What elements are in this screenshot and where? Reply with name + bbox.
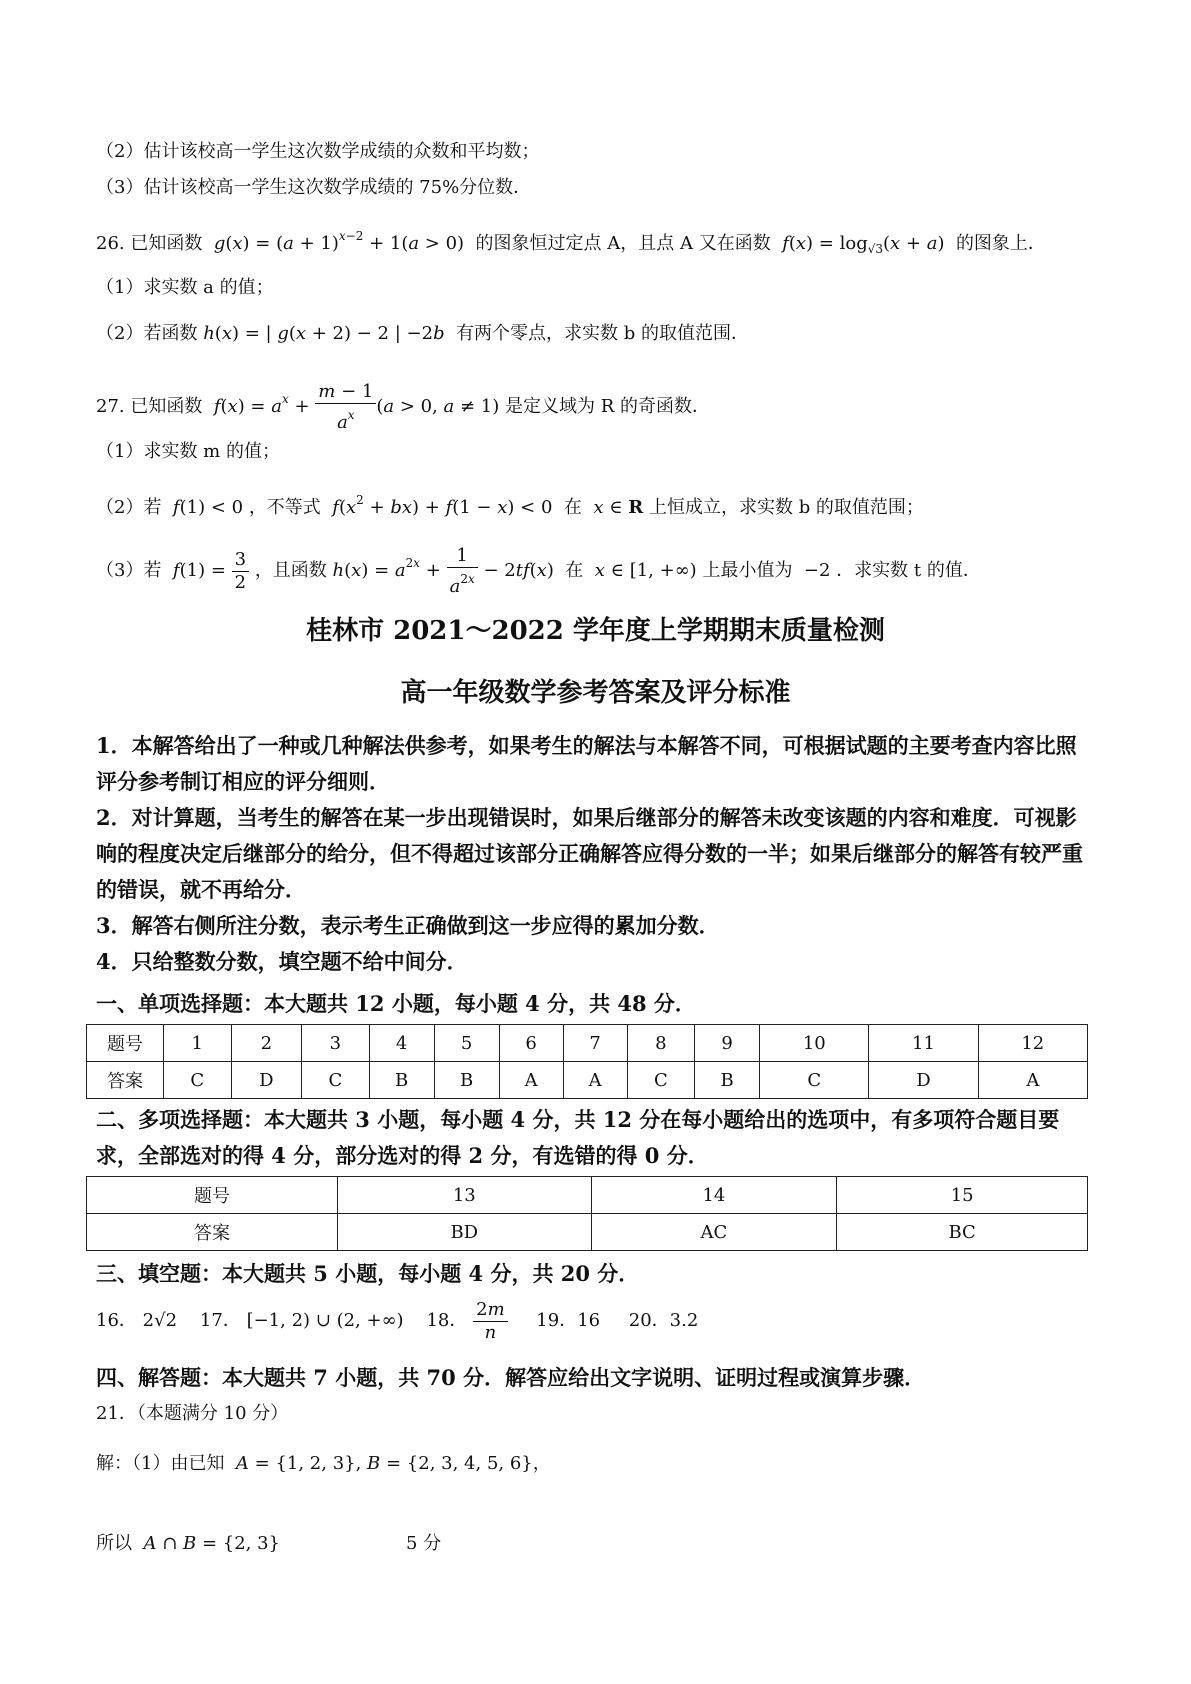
answer-subtitle: 高一年级数学参考答案及评分标准: [400, 678, 791, 708]
q27-stem: 27. 已知函数 $f(x) = a^x$ + $\frac{m - 1}{a^x}$ (a > 0, a ≠ 1) 是定义域为 R 的奇函数．: [96, 380, 711, 433]
answer-title: 桂林市 2021～2022 学年度上学期期末质量检测: [306, 616, 885, 646]
section3-answers: 16． 2√2 17． [−1, 2) ∪ (2, +∞) 18． $\frac{2m}{n}$ 19．16 20．3.2: [96, 1298, 699, 1343]
note-1: 1．本解答给出了一种或几种解法供参考，如果考生的解法与本解答不同，可根据试题的主要考查内容比照评分参考制订相应的评分细则．: [96, 733, 1077, 794]
q21-solution-line2: 所以 A ∩ B = {2, 3}: [96, 1533, 281, 1554]
table-row: 题号 1 2 3 4 5 6 7 8 9 10 11 12: [87, 1025, 1088, 1062]
q26-stem: 26. 已知函数 $g(x) = (a + 1)^{x-2} + 1(a > 0)$ 的图象恒过定点 A，且点 A 又在函数 $f(x) = \log_{√3}(x + a)$ 的图象上．: [96, 229, 1046, 256]
q26-formula-g: $g(x) = (a + 1)^{x-2} + 1(a > 0)$: [213, 229, 470, 254]
q21-title: 21．（本题满分 10 分）: [96, 1403, 289, 1424]
q25-part3: （3）估计该校高一学生这次数学成绩的 75%分位数．: [96, 177, 532, 198]
q21-score: 5 分: [406, 1533, 442, 1554]
q26-part2: （2）若函数 h(x) = | g(x + 2) − 2 | −2b 有两个零点，求实数 b 的取值范围．: [96, 323, 750, 344]
section1-heading: 一、单项选择题：本大题共 12 小题，每小题 4 分，共 48 分．: [96, 991, 696, 1016]
q26-formula-f: $f(x) = \log_{√3}(x + a)$: [782, 233, 951, 256]
note-4: 4．只给整数分数，填空题不给中间分．: [96, 949, 468, 974]
q27-part2: （2）若 f(1) < 0 ，不等式 $f(x^2 + bx) + f(1 - x) < 0$ 在 x ∈ R 上恒成立，求实数 b 的取值范围；: [96, 493, 924, 518]
q27-part1: （1）求实数 m 的值；: [96, 441, 280, 462]
q25-part2: （2）估计该校高一学生这次数学成绩的众数和平均数；: [96, 141, 540, 162]
table-row: 题号 13 14 15: [87, 1177, 1088, 1214]
section1-answer-table: [86, 1024, 1088, 1099]
section4-heading: 四、解答题：本大题共 7 小题，共 70 分．解答应给出文字说明、证明过程或演算步骤．: [96, 1365, 926, 1390]
q21-solution-line1: 解：（1）由已知 A = {1, 2, 3}, B = {2, 3, 4, 5, 6}，: [96, 1453, 551, 1474]
table-row: 答案 C D C B B A A C B C D A: [87, 1062, 1088, 1099]
note-3: 3．解答右侧所注分数，表示考生正确做到这一步应得的累加分数．: [96, 913, 720, 938]
table-row: 答案 BD AC BC: [87, 1214, 1088, 1251]
q26-formula-h: h(x) = | g(x + 2) − 2 | −2b: [203, 323, 445, 344]
section2-answer-table: [86, 1176, 1088, 1251]
q26-part1: （1）求实数 a 的值；: [96, 277, 274, 298]
note-2: 2．对计算题，当考生的解答在某一步出现错误时，如果后继部分的解答未改变该题的内容和难度．可视影响的程度决定后继部分的给分，但不得超过该部分正确解答应得分数的一半；如果后继部分的解答有较严重的错误，就不再给分．: [96, 805, 1083, 902]
q27-formula-f: $f(x) = a^x$ + $\frac{m - 1}{a^x}$ (a > 0, a ≠ 1): [213, 380, 500, 433]
q27-part3: （3）若 f(1) = $\frac{3}{2}$ ，且函数 $h(x) = a^{2x}$ + $\frac{1}{a^{2x}}$ − 2tf(x) 在 x ∈ [1, +∞) 上最小值为 −2 ．求实数 t 的值．: [96, 544, 981, 597]
section3-heading: 三、填空题：本大题共 5 小题，每小题 4 分，共 20 分．: [96, 1261, 640, 1286]
section2-heading: 二、多项选择题：本大题共 3 小题，每小题 4 分，共 12 分在每小题给出的选项中，有多项符合题目要求，全部选对的得 4 分，部分选对的得 2 分，有选错的得 0 分．: [96, 1107, 1060, 1168]
